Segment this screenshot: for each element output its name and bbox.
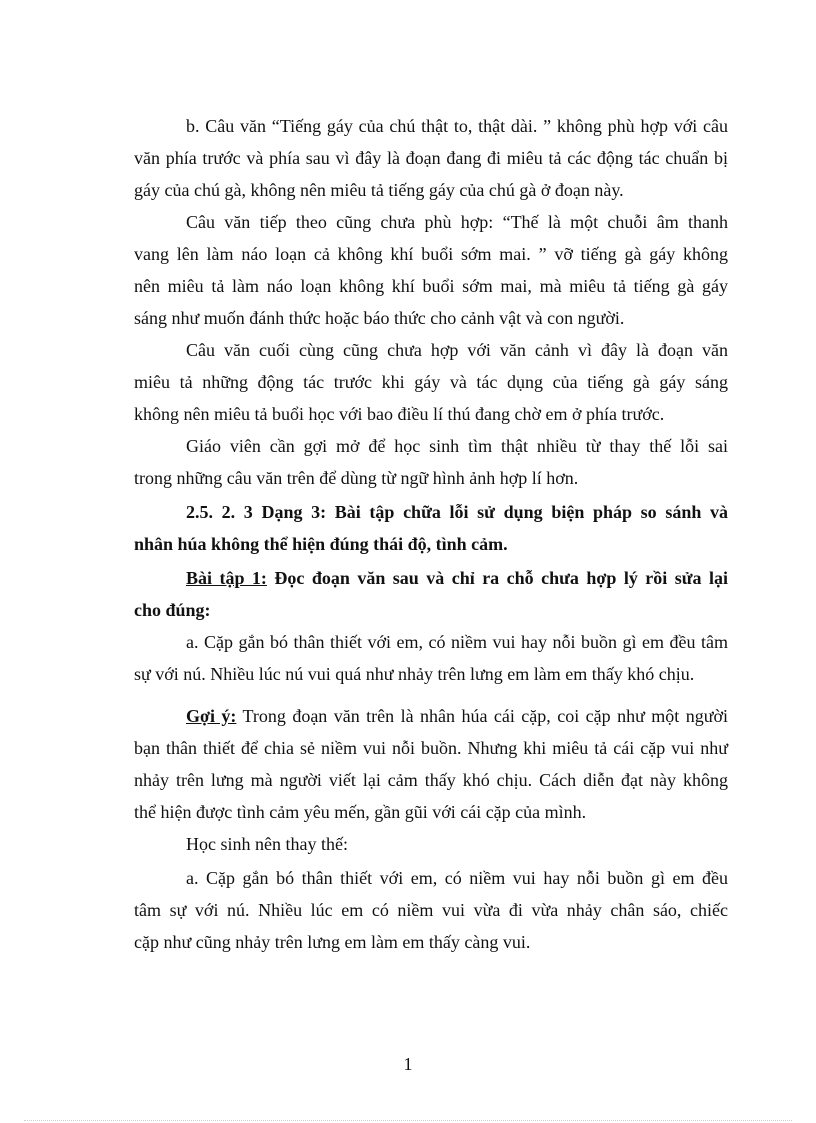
text-line: trong những câu văn trên để dùng từ ngữ hình ảnh hợp lí hơn. xyxy=(134,468,579,488)
text-line: thể hiện được tình cảm yêu mến, gần gũi với cái cặp của mình. xyxy=(134,802,587,822)
text-line: vang lên làm náo loạn cả không khí buổi sớm mai. ” vỡ tiếng gà gáy không xyxy=(134,244,728,264)
text-line: cặp như cũng nhảy trên lưng em làm em thấy càng vui. xyxy=(134,932,531,952)
heading-line: 2.5. 2. 3 Dạng 3: Bài tập chữa lỗi sử dụng biện pháp so sánh và xyxy=(186,502,728,522)
exercise-label: Bài tập 1: xyxy=(186,568,267,588)
text-line: tâm sự với nú. Nhiều lúc em có niềm vui vừa đi vừa nhảy chân sáo, chiếc xyxy=(134,900,728,920)
hint-text: Trong đoạn văn trên là nhân húa cái cặp, coi cặp như một người xyxy=(236,706,728,726)
paragraph-last-sentence xyxy=(134,334,728,430)
exercise-1 xyxy=(134,562,728,626)
text-line: Học sinh nên thay thế: xyxy=(186,834,348,854)
text-line: Câu văn cuối cùng cũng chưa hợp với văn cảnh vì đây là đoạn văn xyxy=(186,340,728,360)
text-line: b. Câu văn “Tiếng gáy của chú thật to, thật dài. ” không phù hợp với câu xyxy=(186,116,728,136)
paragraph-a-original xyxy=(134,626,728,690)
paragraph-replace xyxy=(134,828,728,860)
text-line: sự với nú. Nhiều lúc nú vui quá như nhảy trên lưng em làm em thấy khó chịu. xyxy=(134,664,695,684)
paragraph-b xyxy=(134,110,728,206)
text-line: Câu văn tiếp theo cũng chưa phù hợp: “Thế là một chuỗi âm thanh xyxy=(186,212,728,232)
hint-label: Gợi ý: xyxy=(186,706,237,726)
exercise-text: Đọc đoạn văn sau và chỉ ra chỗ chưa hợp lý rồi sửa lại xyxy=(266,568,728,588)
footer-divider xyxy=(24,1120,792,1121)
text-line: a. Cặp gắn bó thân thiết với em, có niềm vui hay nỗi buồn gì em đều xyxy=(186,868,728,888)
section-heading xyxy=(134,496,728,560)
text-line: sáng như muốn đánh thức hoặc báo thức cho cảnh vật và con người. xyxy=(134,308,625,328)
text-line: nên miêu tả làm náo loạn không khí buổi sớm mai, mà miêu tả tiếng gà gáy xyxy=(134,276,728,296)
hint-paragraph xyxy=(134,700,728,828)
text-line: nhảy trên lưng mà người viết lại cảm thấy khó chịu. Cách diễn đạt này không xyxy=(134,770,728,790)
exercise-line xyxy=(134,562,728,594)
paragraph-next-sentence xyxy=(134,206,728,334)
text-line: miêu tả những động tác trước khi gáy và tác dụng của tiếng gà gáy sáng xyxy=(134,372,728,392)
text-line: bạn thân thiết để chia sẻ niềm vui nỗi buồn. Nhưng khi miêu tả cái cặp vui như xyxy=(134,738,728,758)
page-number: 1 xyxy=(403,1054,413,1074)
text-line: gáy của chú gà, không nên miêu tả tiếng gáy của chú gà ở đoạn này. xyxy=(134,180,624,200)
paragraph-teacher xyxy=(134,430,728,494)
text-line: Giáo viên cần gợi mở để học sinh tìm thật nhiều từ thay thế lỗi sai xyxy=(186,436,728,456)
text-line: không nên miêu tả buổi học với bao điều lí thú đang chờ em ở phía trước. xyxy=(134,404,665,424)
text-line: văn phía trước và phía sau vì đây là đoạn đang đi miêu tả các động tác chuẩn bị xyxy=(134,148,728,168)
heading-line: nhân húa không thể hiện đúng thái độ, tình cảm. xyxy=(134,534,508,554)
exercise-line: cho đúng: xyxy=(134,600,211,620)
paragraph-a-revised xyxy=(134,862,728,958)
text-line: a. Cặp gắn bó thân thiết với em, có niềm vui hay nỗi buồn gì em đều tâm xyxy=(186,632,728,652)
text-line xyxy=(134,700,728,732)
